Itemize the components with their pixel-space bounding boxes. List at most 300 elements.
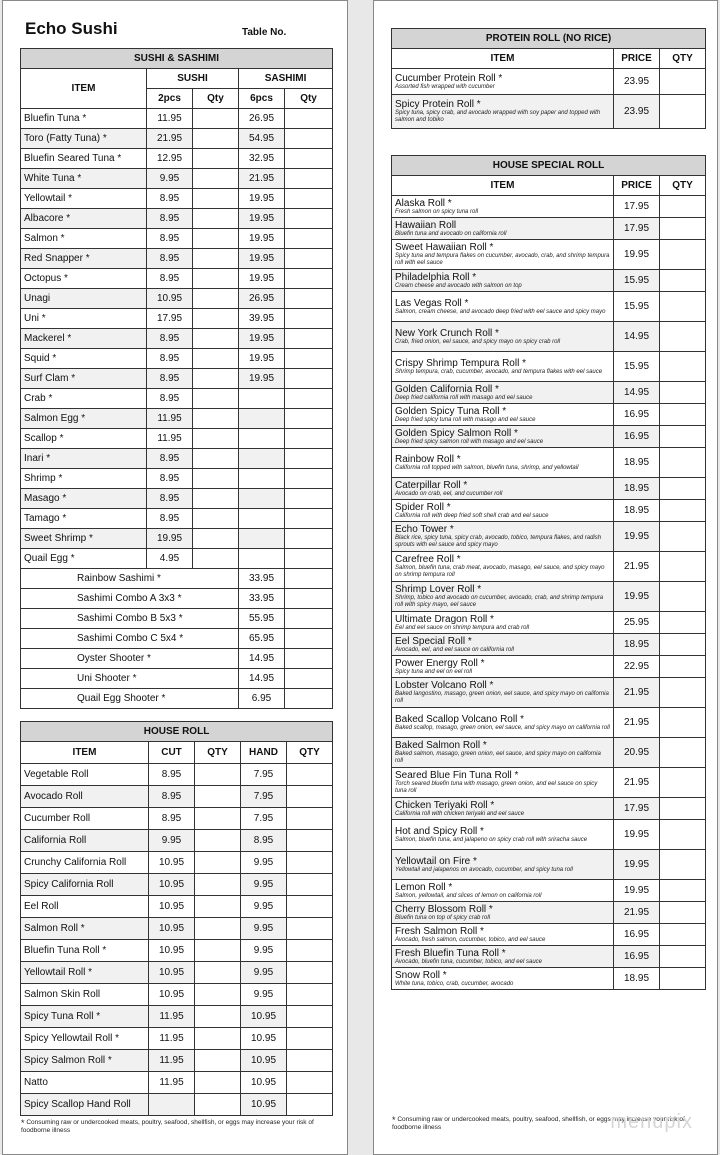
column-header-sushi: SUSHI	[147, 69, 239, 89]
item-description: Bluefin tuna on top of spicy crab roll	[395, 914, 491, 921]
sashimi-price	[239, 489, 285, 509]
sashimi-qty-field[interactable]	[285, 309, 333, 329]
hand-qty-field[interactable]	[287, 786, 333, 808]
cut-qty-field[interactable]	[195, 984, 241, 1006]
item-name: Ultimate Dragon Roll *	[395, 613, 494, 625]
sushi-price: 9.95	[147, 169, 193, 189]
hand-qty-field[interactable]	[287, 918, 333, 940]
left-menu-page	[2, 0, 348, 1155]
item-description: White tuna, tobico, crab, cucumber, avocado	[395, 980, 514, 987]
item-price: 19.95	[614, 820, 660, 850]
qty-field[interactable]	[660, 426, 706, 448]
item-name: Crab *	[21, 389, 147, 409]
qty-field[interactable]	[660, 798, 706, 820]
qty-field[interactable]	[660, 968, 706, 990]
item-price: 19.95	[614, 880, 660, 902]
sushi-qty-field[interactable]	[193, 189, 239, 209]
sushi-price: 12.95	[147, 149, 193, 169]
table-row	[21, 289, 333, 309]
table-row	[392, 850, 706, 880]
sushi-qty-field[interactable]	[193, 509, 239, 529]
table-row	[21, 189, 333, 209]
item-name: Spicy Scallop Hand Roll	[21, 1094, 149, 1116]
item-price: 25.95	[614, 612, 660, 634]
qty-field[interactable]	[660, 634, 706, 656]
sashimi-price: 33.95	[239, 589, 285, 609]
hand-qty-field[interactable]	[287, 896, 333, 918]
qty-field[interactable]	[660, 738, 706, 768]
right-menu-page	[373, 0, 718, 1155]
item-cell	[392, 678, 614, 708]
item-price: 21.95	[614, 708, 660, 738]
sashimi-price: 19.95	[239, 369, 285, 389]
item-name: Spicy Protein Roll *	[395, 99, 481, 110]
sashimi-qty-field[interactable]	[285, 649, 333, 669]
cut-qty-field[interactable]	[195, 830, 241, 852]
sashimi-price	[239, 509, 285, 529]
table-row	[21, 940, 333, 962]
qty-field[interactable]	[660, 196, 706, 218]
sushi-qty-field[interactable]	[193, 269, 239, 289]
sushi-qty-field[interactable]	[193, 549, 239, 569]
sashimi-qty-field[interactable]	[285, 149, 333, 169]
item-name: Octopus *	[21, 269, 147, 289]
item-description: Avocado, eel, and eel sauce on california roll	[395, 646, 514, 653]
item-price: 14.95	[614, 382, 660, 404]
hand-price: 10.95	[241, 1006, 287, 1028]
item-cell	[392, 924, 614, 946]
table-row	[21, 549, 333, 569]
sashimi-price: 65.95	[239, 629, 285, 649]
item-price: 17.95	[614, 196, 660, 218]
qty-field[interactable]	[660, 678, 706, 708]
sashimi-qty-field[interactable]	[285, 629, 333, 649]
sushi-price: 8.95	[147, 269, 193, 289]
qty-field[interactable]	[660, 708, 706, 738]
sashimi-price: 26.95	[239, 289, 285, 309]
sashimi-price: 19.95	[239, 249, 285, 269]
qty-field[interactable]	[660, 902, 706, 924]
item-price: 21.95	[614, 552, 660, 582]
item-name: Philadelphia Roll *	[395, 271, 477, 283]
cut-qty-field[interactable]	[195, 1050, 241, 1072]
table-row	[392, 448, 706, 478]
table-row	[21, 874, 333, 896]
item-name: Alaska Roll *	[395, 197, 452, 209]
table-row	[21, 669, 333, 689]
item-price: 15.95	[614, 352, 660, 382]
item-description: Shrimp, tobico and avocado on cucumber, avocado, crab, and shrimp tempura roll with spicy mayo, eel sauce	[395, 595, 604, 608]
cut-qty-field[interactable]	[195, 1094, 241, 1116]
hand-qty-field[interactable]	[287, 940, 333, 962]
sushi-price: 8.95	[147, 229, 193, 249]
item-description: Avocado on crab, eel, and cucumber roll	[395, 490, 503, 497]
table-row	[21, 1094, 333, 1116]
item-cell	[392, 95, 614, 129]
sashimi-qty-field[interactable]	[285, 229, 333, 249]
item-cell	[392, 656, 614, 678]
item-cell	[392, 634, 614, 656]
hand-qty-field[interactable]	[287, 1072, 333, 1094]
sashimi-qty-field[interactable]	[285, 109, 333, 129]
sushi-qty-field[interactable]	[193, 249, 239, 269]
cut-price: 10.95	[149, 984, 195, 1006]
table-row	[392, 768, 706, 798]
item-description: Baked scallop, masago, green onion, eel sauce, and spicy mayo on california roll	[395, 724, 610, 731]
hand-qty-field[interactable]	[287, 1094, 333, 1116]
qty-field[interactable]	[660, 478, 706, 500]
qty-field[interactable]	[660, 270, 706, 292]
combo-item-name: Rainbow Sashimi *	[21, 569, 239, 589]
section-title: SUSHI & SASHIMI	[21, 49, 333, 69]
qty-field[interactable]	[660, 552, 706, 582]
sushi-qty-field[interactable]	[193, 469, 239, 489]
sashimi-qty-field[interactable]	[285, 569, 333, 589]
sashimi-qty-field[interactable]	[285, 449, 333, 469]
item-cell	[392, 69, 614, 95]
sashimi-qty-field[interactable]	[285, 189, 333, 209]
sushi-qty-field[interactable]	[193, 429, 239, 449]
cut-qty-field[interactable]	[195, 852, 241, 874]
combo-item-name: Oyster Shooter *	[21, 649, 239, 669]
item-name: California Roll	[21, 830, 149, 852]
hand-price: 10.95	[241, 1028, 287, 1050]
sushi-qty-field[interactable]	[193, 329, 239, 349]
sashimi-qty-field[interactable]	[285, 389, 333, 409]
item-name: Natto	[21, 1072, 149, 1094]
sashimi-price: 32.95	[239, 149, 285, 169]
sushi-qty-field[interactable]	[193, 149, 239, 169]
cut-qty-field[interactable]	[195, 962, 241, 984]
item-description: California roll with deep fried soft shell crab and eel sauce	[395, 512, 549, 519]
column-header-cut: CUT	[149, 742, 195, 764]
qty-field[interactable]	[660, 582, 706, 612]
item-name: Echo Tower *	[395, 524, 454, 535]
qty-field[interactable]	[660, 404, 706, 426]
item-name: Spider Roll *	[395, 501, 451, 513]
cut-qty-field[interactable]	[195, 786, 241, 808]
table-row	[392, 292, 706, 322]
sashimi-price: 21.95	[239, 169, 285, 189]
table-row	[392, 218, 706, 240]
item-name: Yellowtail *	[21, 189, 147, 209]
hand-qty-field[interactable]	[287, 808, 333, 830]
qty-field[interactable]	[660, 95, 706, 129]
table-row	[392, 924, 706, 946]
column-header-qty: Qty	[193, 89, 239, 109]
item-name: Red Snapper *	[21, 249, 147, 269]
sashimi-qty-field[interactable]	[285, 269, 333, 289]
qty-field[interactable]	[660, 322, 706, 352]
sashimi-price	[239, 549, 285, 569]
item-cell	[392, 352, 614, 382]
qty-field[interactable]	[660, 880, 706, 902]
item-name: Golden Spicy Tuna Roll *	[395, 405, 507, 417]
qty-field[interactable]	[660, 946, 706, 968]
qty-field[interactable]	[660, 820, 706, 850]
sushi-qty-field[interactable]	[193, 489, 239, 509]
cut-price: 8.95	[149, 764, 195, 786]
item-name: Spicy Tuna Roll *	[21, 1006, 149, 1028]
item-name: Avocado Roll	[21, 786, 149, 808]
table-row	[392, 798, 706, 820]
item-price: 16.95	[614, 426, 660, 448]
sushi-price: 10.95	[147, 289, 193, 309]
sashimi-qty-field[interactable]	[285, 129, 333, 149]
qty-field[interactable]	[660, 612, 706, 634]
sashimi-qty-field[interactable]	[285, 529, 333, 549]
sashimi-qty-field[interactable]	[285, 669, 333, 689]
table-row	[392, 382, 706, 404]
item-description: Bluefin tuna and avocado on california roll	[395, 230, 507, 237]
item-cell	[392, 270, 614, 292]
item-name: Spicy Yellowtail Roll *	[21, 1028, 149, 1050]
sashimi-qty-field[interactable]	[285, 549, 333, 569]
item-description: Torch seared bluefin tuna with masago, green onion, and eel sauce on spicy tuna roll	[395, 781, 598, 794]
table-row	[21, 109, 333, 129]
item-cell	[392, 478, 614, 500]
table-row	[21, 609, 333, 629]
hand-qty-field[interactable]	[287, 984, 333, 1006]
sashimi-price: 14.95	[239, 669, 285, 689]
sashimi-price	[239, 469, 285, 489]
item-name: Scallop *	[21, 429, 147, 449]
sushi-qty-field[interactable]	[193, 409, 239, 429]
qty-field[interactable]	[660, 500, 706, 522]
sashimi-qty-field[interactable]	[285, 609, 333, 629]
table-row	[21, 569, 333, 589]
hand-qty-field[interactable]	[287, 1028, 333, 1050]
table-row	[21, 229, 333, 249]
item-cell	[392, 292, 614, 322]
qty-field[interactable]	[660, 448, 706, 478]
qty-field[interactable]	[660, 768, 706, 798]
qty-field[interactable]	[660, 292, 706, 322]
item-name: Inari *	[21, 449, 147, 469]
qty-field[interactable]	[660, 656, 706, 678]
sashimi-qty-field[interactable]	[285, 409, 333, 429]
sushi-qty-field[interactable]	[193, 309, 239, 329]
table-row	[21, 249, 333, 269]
combo-item-name: Uni Shooter *	[21, 669, 239, 689]
item-price: 18.95	[614, 500, 660, 522]
item-name: Shrimp Lover Roll *	[395, 584, 482, 595]
item-description: Avocado, bluefin tuna, cucumber, tobico, and eel sauce	[395, 958, 542, 965]
sashimi-qty-field[interactable]	[285, 329, 333, 349]
sushi-qty-field[interactable]	[193, 449, 239, 469]
sushi-price: 8.95	[147, 249, 193, 269]
table-row	[392, 270, 706, 292]
table-row	[21, 1006, 333, 1028]
hand-price: 9.95	[241, 962, 287, 984]
qty-field[interactable]	[660, 69, 706, 95]
cut-price: 10.95	[149, 940, 195, 962]
qty-field[interactable]	[660, 240, 706, 270]
item-price: 22.95	[614, 656, 660, 678]
cut-qty-field[interactable]	[195, 764, 241, 786]
table-row	[392, 738, 706, 768]
item-name: New York Crunch Roll *	[395, 327, 499, 339]
item-name: Salmon Egg *	[21, 409, 147, 429]
qty-field[interactable]	[660, 382, 706, 404]
item-name: Bluefin Seared Tuna *	[21, 149, 147, 169]
sushi-qty-field[interactable]	[193, 289, 239, 309]
table-row	[392, 240, 706, 270]
hand-qty-field[interactable]	[287, 830, 333, 852]
item-description: Salmon, cream cheese, and avocado deep fried with eel sauce and spicy mayo	[395, 308, 606, 315]
column-header-price: PRICE	[614, 49, 660, 69]
sashimi-qty-field[interactable]	[285, 489, 333, 509]
item-name: Eel Roll	[21, 896, 149, 918]
sashimi-price	[239, 449, 285, 469]
qty-field[interactable]	[660, 218, 706, 240]
sashimi-price	[239, 529, 285, 549]
item-name: Rainbow Roll *	[395, 453, 461, 465]
item-name: Spicy Salmon Roll *	[21, 1050, 149, 1072]
item-name: Cherry Blossom Roll *	[395, 903, 493, 915]
column-header-qty: Qty	[285, 89, 333, 109]
sushi-price: 8.95	[147, 389, 193, 409]
item-price: 16.95	[614, 404, 660, 426]
sashimi-qty-field[interactable]	[285, 589, 333, 609]
cut-qty-field[interactable]	[195, 1028, 241, 1050]
cut-price: 10.95	[149, 962, 195, 984]
sushi-price: 8.95	[147, 329, 193, 349]
sushi-qty-field[interactable]	[193, 369, 239, 389]
cut-price: 10.95	[149, 918, 195, 940]
table-row	[392, 612, 706, 634]
qty-field[interactable]	[660, 850, 706, 880]
sashimi-qty-field[interactable]	[285, 509, 333, 529]
sushi-price: 11.95	[147, 109, 193, 129]
item-cell	[392, 382, 614, 404]
table-row	[21, 1028, 333, 1050]
cut-qty-field[interactable]	[195, 940, 241, 962]
item-name: Snow Roll *	[395, 969, 447, 981]
hand-qty-field[interactable]	[287, 1050, 333, 1072]
cut-qty-field[interactable]	[195, 874, 241, 896]
table-row	[392, 946, 706, 968]
table-row	[21, 830, 333, 852]
item-name: Las Vegas Roll *	[395, 297, 469, 309]
qty-field[interactable]	[660, 352, 706, 382]
sashimi-price: 14.95	[239, 649, 285, 669]
hand-qty-field[interactable]	[287, 962, 333, 984]
item-name: Tamago *	[21, 509, 147, 529]
sushi-qty-field[interactable]	[193, 109, 239, 129]
table-row	[392, 902, 706, 924]
item-description: Deep fried spicy salmon roll with masago and eel sauce	[395, 438, 544, 445]
item-price: 18.95	[614, 968, 660, 990]
hand-price: 9.95	[241, 852, 287, 874]
cut-qty-field[interactable]	[195, 808, 241, 830]
table-row	[21, 209, 333, 229]
table-row	[21, 469, 333, 489]
cut-qty-field[interactable]	[195, 1006, 241, 1028]
table-row	[21, 689, 333, 709]
item-price: 23.95	[614, 95, 660, 129]
table-row	[21, 329, 333, 349]
sashimi-qty-field[interactable]	[285, 469, 333, 489]
table-row	[392, 678, 706, 708]
item-name: Toro (Fatty Tuna) *	[21, 129, 147, 149]
sashimi-qty-field[interactable]	[285, 429, 333, 449]
table-number-label: Table No.	[242, 27, 287, 38]
item-name: Masago *	[21, 489, 147, 509]
footnote: * Consuming raw or undercooked meats, poultry, seafood, shellfish, or eggs may increase your risk of foodborne illness	[21, 1118, 314, 1134]
item-name: Seared Blue Fin Tuna Roll *	[395, 770, 519, 781]
column-header-qty: QTY	[287, 742, 333, 764]
qty-field[interactable]	[660, 924, 706, 946]
cut-qty-field[interactable]	[195, 1072, 241, 1094]
item-name: Cucumber Roll	[21, 808, 149, 830]
sushi-qty-field[interactable]	[193, 209, 239, 229]
restaurant-name: Echo Sushi	[25, 19, 118, 38]
cut-qty-field[interactable]	[195, 918, 241, 940]
table-row	[21, 852, 333, 874]
hand-qty-field[interactable]	[287, 874, 333, 896]
sushi-qty-field[interactable]	[193, 129, 239, 149]
sushi-qty-field[interactable]	[193, 229, 239, 249]
table-row	[392, 69, 706, 95]
item-name: Salmon *	[21, 229, 147, 249]
sashimi-qty-field[interactable]	[285, 369, 333, 389]
cut-qty-field[interactable]	[195, 896, 241, 918]
item-price: 19.95	[614, 240, 660, 270]
table-row	[21, 489, 333, 509]
item-price: 21.95	[614, 902, 660, 924]
hand-price: 8.95	[241, 830, 287, 852]
table-row	[21, 629, 333, 649]
hand-qty-field[interactable]	[287, 852, 333, 874]
sushi-qty-field[interactable]	[193, 529, 239, 549]
sashimi-price: 19.95	[239, 229, 285, 249]
sushi-qty-field[interactable]	[193, 389, 239, 409]
table-row	[392, 820, 706, 850]
hand-qty-field[interactable]	[287, 1006, 333, 1028]
qty-field[interactable]	[660, 522, 706, 552]
hand-price: 9.95	[241, 918, 287, 940]
item-price: 16.95	[614, 946, 660, 968]
item-price: 17.95	[614, 218, 660, 240]
table-row	[392, 708, 706, 738]
item-cell	[392, 968, 614, 990]
cut-price: 10.95	[149, 852, 195, 874]
sashimi-qty-field[interactable]	[285, 209, 333, 229]
item-price: 18.95	[614, 634, 660, 656]
table-row	[392, 95, 706, 129]
sashimi-qty-field[interactable]	[285, 289, 333, 309]
sashimi-price: 19.95	[239, 189, 285, 209]
hand-qty-field[interactable]	[287, 764, 333, 786]
sushi-price: 21.95	[147, 129, 193, 149]
table-row	[392, 426, 706, 448]
item-price: 21.95	[614, 678, 660, 708]
sashimi-price: 39.95	[239, 309, 285, 329]
sashimi-qty-field[interactable]	[285, 169, 333, 189]
table-row	[21, 149, 333, 169]
table-row	[21, 808, 333, 830]
sushi-qty-field[interactable]	[193, 349, 239, 369]
item-name: Sweet Hawaiian Roll *	[395, 242, 494, 253]
column-header-2pcs: 2pcs	[147, 89, 193, 109]
sashimi-qty-field[interactable]	[285, 249, 333, 269]
item-description: California roll with chicken teriyaki and eel sauce	[395, 810, 525, 817]
sushi-qty-field[interactable]	[193, 169, 239, 189]
item-name: Sweet Shrimp *	[21, 529, 147, 549]
sashimi-qty-field[interactable]	[285, 689, 333, 709]
sashimi-qty-field[interactable]	[285, 349, 333, 369]
